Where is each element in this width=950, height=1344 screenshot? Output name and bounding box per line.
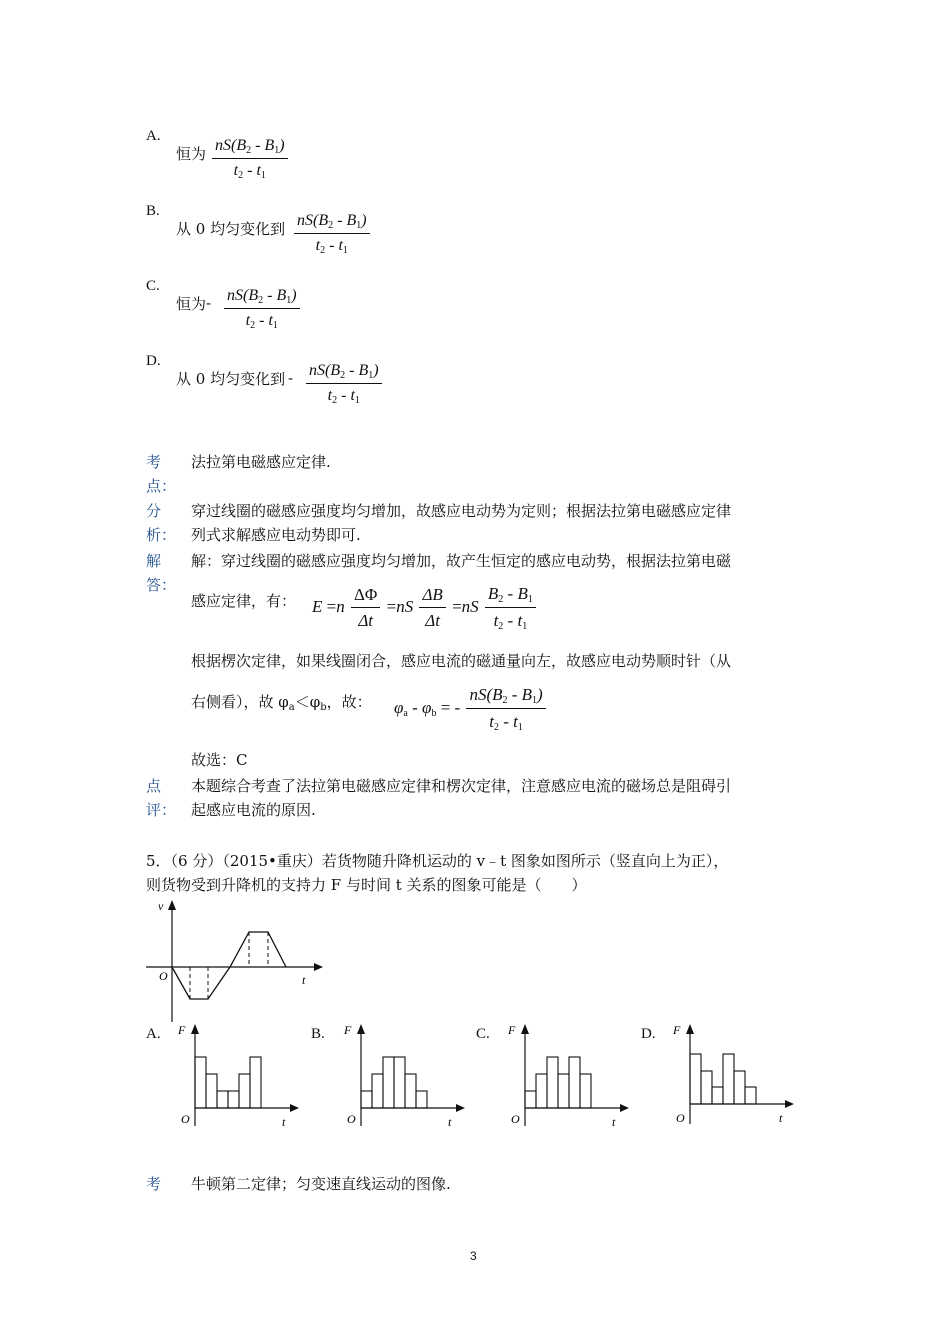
vt-curve bbox=[172, 932, 286, 999]
dianping-text: 本题综合考查了法拉第电磁感应定律和楞次定律，注意感应电流的磁场总是阻碍引 bbox=[191, 777, 732, 795]
option-prefix: 恒为 bbox=[176, 295, 207, 313]
option-prefix: 从 0 均匀变化到 bbox=[176, 220, 286, 238]
jieda-text: 解：穿过线圈的磁感应强度均匀增加，故产生恒定的感应电动势，根据法拉第电磁 bbox=[191, 552, 732, 570]
f-label: F bbox=[178, 1023, 186, 1037]
faraday-equation: E =n $\frac{\Delta\Phi}{\Delta t}$ =nS $\frac{\Delta B}{\Delta t}$ =nS $\frac{B_2 - B_1}{t_2 - t_1}$ bbox=[312, 584, 538, 632]
fenxi-text: 穿过线圈的磁感应强度均匀增加，故感应电动势为定则；根据法拉第电磁感应定律 bbox=[191, 502, 732, 520]
option-letter: C. bbox=[146, 278, 160, 294]
option-sign: - bbox=[206, 294, 212, 312]
f-label: F bbox=[673, 1023, 681, 1037]
option-fraction: $\frac{nS(B_2 - B_1)}{t_2 - t_1}$ bbox=[306, 362, 382, 406]
o-label: O bbox=[511, 1112, 520, 1126]
f-label: F bbox=[508, 1023, 516, 1037]
v-label: v bbox=[158, 899, 164, 913]
t-label: t bbox=[612, 1115, 616, 1129]
choice-letter: D. bbox=[641, 1026, 656, 1042]
jieda-text: 根据楞次定律，如果线圈闭合，感应电流的磁通量向左，故感应电动势顺时针（从 bbox=[191, 652, 732, 670]
o-label: O bbox=[676, 1111, 685, 1125]
potential-equation: $\varphi_a - \varphi_b$ = - $\frac{nS(B_2 - B_1)}{t_2 - t_1}$ bbox=[394, 685, 546, 733]
t-label: t bbox=[448, 1115, 452, 1129]
kaodian-label: 考 bbox=[146, 453, 162, 471]
kaodian-label: 点： bbox=[146, 477, 177, 495]
jieda-label: 答： bbox=[146, 576, 177, 594]
choice-d-graph[interactable] bbox=[667, 1020, 795, 1132]
option-fraction: $\frac{nS(B_2 - B_1)}{t_2 - t_1}$ bbox=[224, 287, 300, 331]
choice-c-graph[interactable] bbox=[502, 1020, 630, 1132]
kaodian-text: 法拉第电磁感应定律. bbox=[191, 453, 331, 471]
option-letter: D. bbox=[146, 353, 161, 369]
fenxi-label: 析： bbox=[146, 526, 177, 544]
f-label: F bbox=[344, 1023, 352, 1037]
t-label: t bbox=[302, 973, 306, 987]
option-letter: A. bbox=[146, 128, 161, 144]
question-text: 则货物受到升降机的支持力 F 与时间 t 关系的图象可能是（ ） bbox=[146, 876, 587, 894]
dianping-label: 点 bbox=[146, 777, 162, 795]
choice-a-graph[interactable] bbox=[172, 1020, 300, 1132]
fenxi-text: 列式求解感应电动势即可. bbox=[191, 526, 361, 544]
choice-letter: C. bbox=[476, 1026, 490, 1042]
option-sign: - bbox=[288, 369, 294, 387]
question-text: 5．（6 分）（2015•重庆）若货物随升降机运动的 v﹣t 图象如图所示（竖直向上为正）， bbox=[146, 852, 729, 870]
jieda-answer: 故选：C bbox=[191, 751, 248, 769]
dianping-text: 起感应电流的原因. bbox=[191, 801, 316, 819]
option-fraction: $\frac{nS(B_2 - B_1)}{t_2 - t_1}$ bbox=[212, 137, 288, 181]
kaodian-text: 牛顿第二定律；匀变速直线运动的图像. bbox=[191, 1175, 451, 1193]
t-label: t bbox=[779, 1111, 783, 1125]
choice-letter: A. bbox=[146, 1026, 161, 1042]
choice-letter: B. bbox=[311, 1026, 325, 1042]
o-label: O bbox=[347, 1112, 356, 1126]
option-prefix: 从 0 均匀变化到 bbox=[176, 370, 286, 388]
kaodian-label: 考 bbox=[146, 1175, 162, 1193]
option-fraction: $\frac{nS(B_2 - B_1)}{t_2 - t_1}$ bbox=[294, 212, 370, 256]
option-letter: B. bbox=[146, 203, 160, 219]
jieda-text: 感应定律，有： bbox=[191, 592, 297, 610]
page-number: 3 bbox=[470, 1249, 477, 1263]
t-label: t bbox=[282, 1115, 286, 1129]
jieda-label: 解 bbox=[146, 552, 162, 570]
choice-b-graph[interactable] bbox=[338, 1020, 466, 1132]
option-prefix: 恒为 bbox=[176, 145, 207, 163]
vt-graph bbox=[146, 898, 326, 1026]
dianping-label: 评： bbox=[146, 801, 177, 819]
o-label: O bbox=[159, 969, 168, 983]
fenxi-label: 分 bbox=[146, 502, 162, 520]
o-label: O bbox=[181, 1112, 190, 1126]
jieda-text: 右侧看），故 $\varphi_a<\varphi_b$，故： bbox=[191, 693, 372, 713]
